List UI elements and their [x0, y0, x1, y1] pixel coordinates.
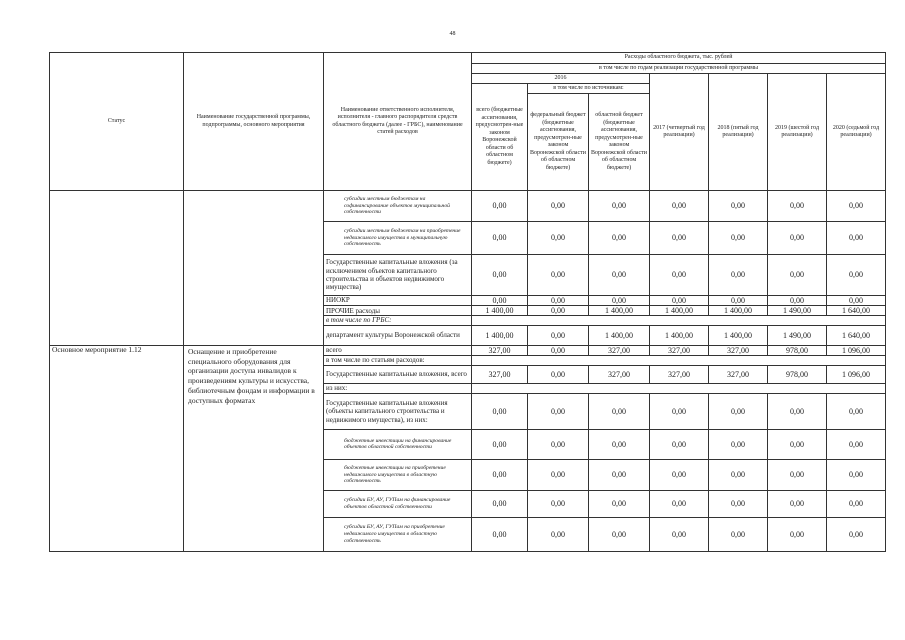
value-cell: 0,00	[768, 490, 827, 517]
page-number: 48	[449, 31, 456, 37]
value-cell: 0,00	[589, 255, 650, 296]
value-cell: 327,00	[650, 365, 709, 383]
row-label: департамент культуры Воронежской области	[324, 325, 472, 345]
value-cell: 1 400,00	[709, 306, 768, 316]
value-cell: 0,00	[827, 191, 886, 222]
value-cell: 0,00	[472, 459, 528, 490]
empty-values	[472, 383, 886, 393]
value-cell: 0,00	[709, 490, 768, 517]
value-cell: 327,00	[709, 345, 768, 355]
value-cell: 0,00	[528, 191, 589, 222]
status-cell: Основное мероприятие 1.12	[50, 345, 184, 551]
value-cell: 0,00	[528, 490, 589, 517]
header-2019: 2019 (шестой год реализации)	[768, 74, 827, 191]
value-cell: 327,00	[589, 365, 650, 383]
value-cell: 0,00	[650, 222, 709, 255]
row-label: Государственные капитальные вложения, всего	[324, 365, 472, 383]
row-label: из них:	[324, 383, 472, 393]
value-cell: 1 096,00	[827, 345, 886, 355]
header-2017: 2017 (четвертый год реализации)	[650, 74, 709, 191]
row-label: бюджетные инвестиции на финансирование объектов областной собственности	[324, 429, 472, 459]
value-cell: 0,00	[709, 296, 768, 306]
value-cell: 0,00	[827, 222, 886, 255]
header-name: Наименование государственной программы, подпрограммы, основного мероприятия	[184, 53, 324, 191]
header-federal: федеральный бюджет (бюджетные ассигнования, предусмотрен-ные законом Воронежской области об областном бюджете)	[528, 94, 589, 191]
value-cell: 1 490,00	[768, 325, 827, 345]
value-cell: 0,00	[709, 191, 768, 222]
value-cell: 0,00	[528, 393, 589, 429]
value-cell: 0,00	[589, 296, 650, 306]
value-cell: 0,00	[650, 255, 709, 296]
value-cell: 0,00	[709, 393, 768, 429]
value-cell: 0,00	[589, 191, 650, 222]
empty-values	[472, 355, 886, 365]
value-cell: 0,00	[528, 255, 589, 296]
row-label: ПРОЧИЕ расходы	[324, 306, 472, 316]
empty-values	[472, 316, 886, 325]
value-cell: 1 400,00	[589, 306, 650, 316]
row-label: Государственные капитальные вложения (объекты капитального строительства и недвижимого имущества), из них:	[324, 393, 472, 429]
value-cell: 978,00	[768, 345, 827, 355]
value-cell: 0,00	[709, 459, 768, 490]
program-name-cell: Оснащение и приобретение специального оборудования для организации доступа инвалидов к произведениям культуры и искусства, библиотечным фондам и информации в доступных форматах	[184, 345, 324, 551]
value-cell: 0,00	[827, 429, 886, 459]
header-total: всего (бюджетные ассигнования, предусмотрен-ные законом Воронежской области об областном бюджете)	[472, 84, 528, 191]
value-cell: 0,00	[472, 296, 528, 306]
header-responsible: Наименование ответственного исполнителя, исполнителя - главного распорядителя средств областного бюджета (далее - ГРБС), наименование статей расходов	[324, 53, 472, 191]
value-cell: 0,00	[528, 306, 589, 316]
value-cell: 0,00	[472, 517, 528, 551]
value-cell: 0,00	[827, 459, 886, 490]
row-label: субсидии местным бюджетам на приобретение недвижимого имущества в муниципальную собственность	[324, 222, 472, 255]
row-label: бюджетные инвестиции на приобретение недвижимого имущества в областную собственность	[324, 459, 472, 490]
value-cell: 0,00	[528, 345, 589, 355]
row-label: Государственные капитальные вложения (за исключением объектов капитального строительства и объектов недвижимого имущества)	[324, 255, 472, 296]
row-label: всего	[324, 345, 472, 355]
header-year-2016: 2016	[472, 74, 650, 84]
value-cell: 1 400,00	[589, 325, 650, 345]
header-2018: 2018 (пятый год реализации)	[709, 74, 768, 191]
value-cell: 327,00	[589, 345, 650, 355]
value-cell: 0,00	[528, 325, 589, 345]
value-cell: 0,00	[650, 490, 709, 517]
header-by-years: в том числе по годам реализации государственной программы	[472, 64, 886, 74]
value-cell: 0,00	[768, 459, 827, 490]
header-expenses: Расходы областного бюджета, тыс. рублей	[472, 53, 886, 64]
value-cell: 1 096,00	[827, 365, 886, 383]
budget-table	[49, 52, 886, 552]
value-cell: 0,00	[768, 255, 827, 296]
value-cell: 0,00	[709, 517, 768, 551]
value-cell: 0,00	[528, 517, 589, 551]
status-cell-empty	[50, 191, 184, 346]
value-cell: 0,00	[827, 393, 886, 429]
row-label: НИОКР	[324, 296, 472, 306]
value-cell: 0,00	[768, 429, 827, 459]
header-by-sources: в том числе по источникам:	[528, 84, 650, 94]
value-cell: 0,00	[528, 222, 589, 255]
value-cell: 0,00	[768, 393, 827, 429]
value-cell: 0,00	[589, 222, 650, 255]
value-cell: 0,00	[768, 296, 827, 306]
value-cell: 0,00	[650, 191, 709, 222]
value-cell: 327,00	[472, 345, 528, 355]
row-label: субсидии БУ, АУ, ГУПам на финансирование объектов областной собственности	[324, 490, 472, 517]
value-cell: 0,00	[472, 490, 528, 517]
value-cell: 0,00	[827, 517, 886, 551]
value-cell: 0,00	[472, 222, 528, 255]
header-2020: 2020 (седьмой год реализации)	[827, 74, 886, 191]
value-cell: 1 400,00	[472, 325, 528, 345]
value-cell: 327,00	[650, 345, 709, 355]
value-cell: 327,00	[472, 365, 528, 383]
value-cell: 0,00	[650, 429, 709, 459]
row-label: в том числе по статьям расходов:	[324, 355, 472, 365]
value-cell: 0,00	[768, 191, 827, 222]
row-label: субсидии БУ, АУ, ГУПам на приобретение недвижимого имущества в областную собственность	[324, 517, 472, 551]
value-cell: 0,00	[827, 490, 886, 517]
value-cell: 0,00	[650, 296, 709, 306]
row-label: в том числе по ГРБС:	[324, 316, 472, 325]
value-cell: 0,00	[528, 429, 589, 459]
value-cell: 1 640,00	[827, 325, 886, 345]
value-cell: 0,00	[589, 490, 650, 517]
value-cell: 0,00	[472, 429, 528, 459]
value-cell: 0,00	[827, 255, 886, 296]
value-cell: 1 640,00	[827, 306, 886, 316]
value-cell: 0,00	[709, 222, 768, 255]
value-cell: 0,00	[528, 459, 589, 490]
value-cell: 1 400,00	[650, 325, 709, 345]
value-cell: 0,00	[768, 517, 827, 551]
value-cell: 0,00	[589, 393, 650, 429]
value-cell: 0,00	[472, 255, 528, 296]
value-cell: 1 400,00	[472, 306, 528, 316]
value-cell: 1 490,00	[768, 306, 827, 316]
value-cell: 0,00	[709, 255, 768, 296]
value-cell: 1 400,00	[709, 325, 768, 345]
value-cell: 0,00	[472, 191, 528, 222]
program-cell-empty	[184, 191, 324, 346]
value-cell: 0,00	[650, 393, 709, 429]
row-label: субсидии местным бюджетам на софинансирование объектов муниципальной собственности	[324, 191, 472, 222]
value-cell: 0,00	[589, 429, 650, 459]
header-status: Статус	[50, 53, 184, 191]
value-cell: 0,00	[768, 222, 827, 255]
value-cell: 978,00	[768, 365, 827, 383]
value-cell: 0,00	[650, 517, 709, 551]
value-cell: 0,00	[709, 429, 768, 459]
value-cell: 0,00	[528, 365, 589, 383]
value-cell: 327,00	[709, 365, 768, 383]
value-cell: 0,00	[827, 296, 886, 306]
header-regional: областной бюджет (бюджетные ассигнования, предусмотрен-ные законом Воронежской области об областном бюджете)	[589, 94, 650, 191]
value-cell: 0,00	[472, 393, 528, 429]
value-cell: 0,00	[589, 459, 650, 490]
value-cell: 0,00	[650, 459, 709, 490]
value-cell: 0,00	[589, 517, 650, 551]
value-cell: 1 400,00	[650, 306, 709, 316]
value-cell: 0,00	[528, 296, 589, 306]
